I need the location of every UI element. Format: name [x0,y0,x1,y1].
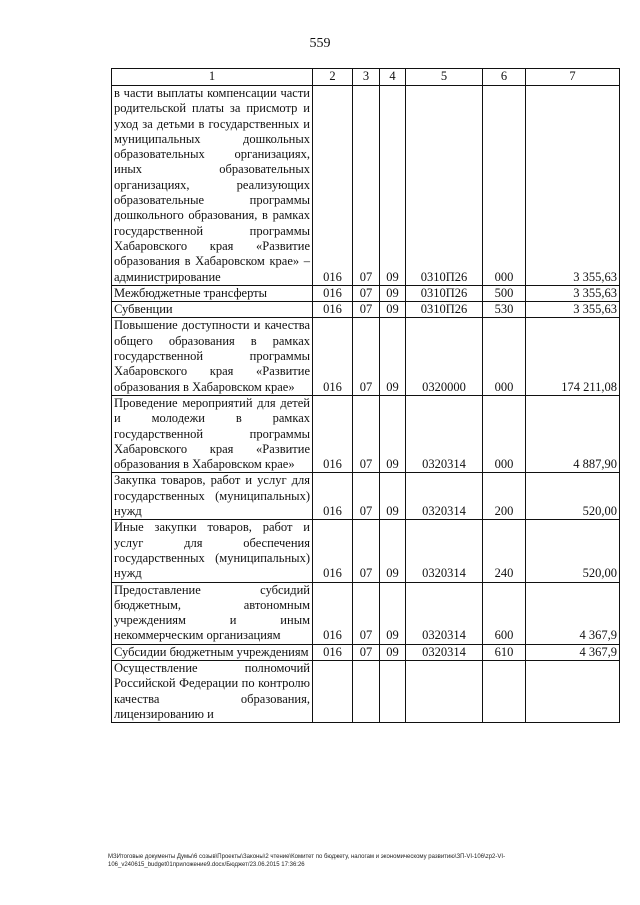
col-header-3: 3 [353,69,380,86]
table-row [112,302,620,318]
subsection-code: 09 [380,644,406,660]
subsection-code: 09 [380,318,406,395]
amount: 520,00 [526,520,620,582]
section-code: 07 [353,395,380,472]
target-article-code: 0310П26 [406,285,483,301]
amount: 4 367,9 [526,644,620,660]
row-description: Субвенции [112,302,313,318]
budget-table [111,68,620,723]
table-row [112,318,620,395]
section-code: 07 [353,318,380,395]
col-header-5: 5 [406,69,483,86]
table-row [112,520,620,582]
section-code: 07 [353,520,380,582]
ministry-code: 016 [313,644,353,660]
target-article-code: 0310П26 [406,302,483,318]
section-code: 07 [353,302,380,318]
header-row [112,69,620,86]
row-description: Повышение доступности и качества общего образования в рамках государственной программы Хабаровского края «Развитие образования в Хабаровском крае» [112,318,313,395]
col-header-1: 1 [112,69,313,86]
section-code: 07 [353,86,380,286]
target-article-code: 0310П26 [406,86,483,286]
col-header-2: 2 [313,69,353,86]
row-description: Проведение мероприятий для детей и молодежи в рамках государственной программы Хабаровского края «Развитие образования в Хабаровском крае» [112,395,313,472]
subsection-code: 09 [380,395,406,472]
ministry-code: 016 [313,395,353,472]
amount: 3 355,63 [526,86,620,286]
table-row [112,86,620,286]
expense-type-code [483,660,526,722]
table-row [112,395,620,472]
table-row [112,582,620,644]
table-row [112,660,620,722]
expense-type-code: 500 [483,285,526,301]
subsection-code: 09 [380,473,406,520]
section-code: 07 [353,582,380,644]
ministry-code: 016 [313,285,353,301]
table-row [112,285,620,301]
ministry-code: 016 [313,318,353,395]
amount: 4 367,9 [526,582,620,644]
target-article-code: 0320314 [406,644,483,660]
file-path-footer: МЗИтоговые документы Думы\6 созыв\Проекты\Законы\2 чтение\Комитет по бюджету, налогам и экономическому развитию\ЗП-VI-106\zp2-VI-106_v240615_budget01приложение9.docx/Бюджет/23.06.2015 17:36:26 [108,854,506,868]
ministry-code: 016 [313,473,353,520]
ministry-code [313,660,353,722]
section-code [353,660,380,722]
subsection-code: 09 [380,302,406,318]
expense-type-code: 600 [483,582,526,644]
table-row [112,644,620,660]
target-article-code: 0320314 [406,395,483,472]
expense-type-code: 000 [483,318,526,395]
subsection-code [380,660,406,722]
amount [526,660,620,722]
row-description: в части выплаты компенсации части родительской платы за присмотр и уход за детьми в государственных и муниципальных дошкольных образовательных организациях, иных образовательных организациях, реализующих образовательные программы дошкольного образования, в рамках государственной программы Хабаровского края «Развитие образования в Хабаровском крае» – администрирование [112,86,313,286]
subsection-code: 09 [380,582,406,644]
subsection-code: 09 [380,86,406,286]
ministry-code: 016 [313,582,353,644]
row-description: Осуществление полномочий Российской Федерации по контролю качества образования, лицензированию и [112,660,313,722]
expense-type-code: 000 [483,86,526,286]
target-article-code: 0320000 [406,318,483,395]
expense-type-code: 240 [483,520,526,582]
col-header-7: 7 [526,69,620,86]
col-header-6: 6 [483,69,526,86]
amount: 174 211,08 [526,318,620,395]
row-description: Закупка товаров, работ и услуг для государственных (муниципальных) нужд [112,473,313,520]
target-article-code: 0320314 [406,473,483,520]
section-code: 07 [353,473,380,520]
amount: 520,00 [526,473,620,520]
row-description: Предоставление субсидий бюджетным, автономным учреждениям и иным некоммерческим организациям [112,582,313,644]
amount: 3 355,63 [526,285,620,301]
ministry-code: 016 [313,86,353,286]
expense-type-code: 000 [483,395,526,472]
amount: 4 887,90 [526,395,620,472]
subsection-code: 09 [380,520,406,582]
section-code: 07 [353,285,380,301]
expense-type-code: 530 [483,302,526,318]
amount: 3 355,63 [526,302,620,318]
target-article-code [406,660,483,722]
page-number: 559 [309,36,331,51]
ministry-code: 016 [313,520,353,582]
table-row [112,473,620,520]
subsection-code: 09 [380,285,406,301]
col-header-4: 4 [380,69,406,86]
target-article-code: 0320314 [406,520,483,582]
expense-type-code: 200 [483,473,526,520]
row-description: Межбюджетные трансферты [112,285,313,301]
ministry-code: 016 [313,302,353,318]
row-description: Иные закупки товаров, работ и услуг для обеспечения государственных (муниципальных) нужд [112,520,313,582]
target-article-code: 0320314 [406,582,483,644]
section-code: 07 [353,644,380,660]
row-description: Субсидии бюджетным учреждениям [112,644,313,660]
expense-type-code: 610 [483,644,526,660]
